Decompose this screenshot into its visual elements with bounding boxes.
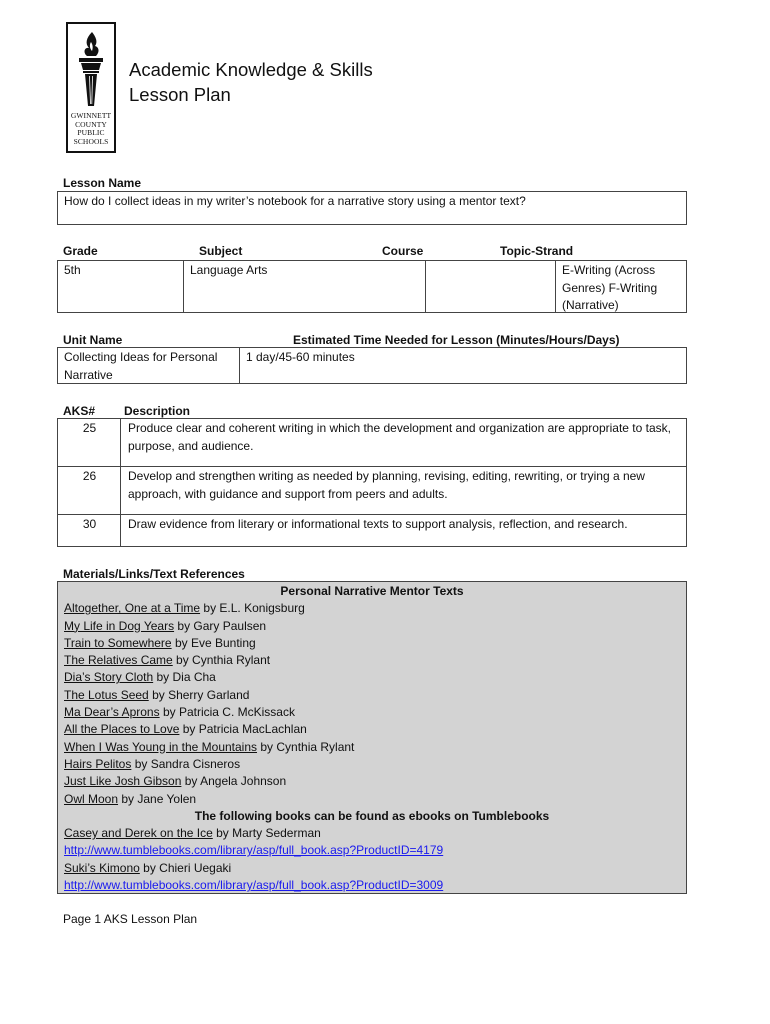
- ebook-link-row: [64, 877, 680, 894]
- course-cell: [426, 261, 556, 312]
- page-footer: Page 1 AKS Lesson Plan: [63, 912, 198, 926]
- book-title[interactable]: Dia’s Story Cloth: [64, 670, 154, 685]
- book-title[interactable]: Ma Dear’s Aprons: [64, 705, 160, 720]
- time-needed-cell: 1 day/45-60 minutes: [246, 350, 355, 364]
- book-author: by Sherry Garland: [148, 687, 250, 702]
- grade-table: [57, 260, 687, 313]
- unit-table: [57, 347, 687, 384]
- ebook-entry: [64, 860, 680, 877]
- book-author: by E.L. Konigsburg: [200, 601, 305, 616]
- aks-number-label: AKS#: [63, 404, 96, 418]
- book-author: by Patricia C. McKissack: [159, 705, 295, 720]
- book-entry: [64, 721, 680, 738]
- book-title[interactable]: All the Places to Love: [64, 722, 180, 737]
- book-title[interactable]: Hairs Pelitos: [64, 756, 132, 771]
- grade-cell: 5th: [58, 261, 184, 312]
- subject-cell: Language Arts: [184, 261, 426, 312]
- book-title[interactable]: Owl Moon: [64, 791, 119, 806]
- aks-row: [58, 467, 686, 515]
- aks-row: [58, 515, 686, 546]
- lesson-name-label: Lesson Name: [63, 176, 142, 190]
- ebook-url-link[interactable]: http://www.tumblebooks.com/library/asp/full_book.asp?ProductID=3009: [64, 878, 444, 893]
- lesson-name-field: How do I collect ideas in my writer’s notebook for a narrative story using a mentor text?: [57, 191, 687, 225]
- unit-name-cell: Collecting Ideas for Personal Narrative: [58, 348, 240, 383]
- book-entry: [64, 756, 680, 773]
- book-author: by Gary Paulsen: [174, 618, 267, 633]
- book-author: by Cynthia Rylant: [172, 653, 271, 668]
- book-list: [64, 600, 680, 808]
- ebook-link-row: [64, 842, 680, 859]
- school-logo: [66, 22, 116, 153]
- book-entry: [64, 669, 680, 686]
- aks-description-label: Description: [124, 404, 191, 418]
- book-author: by Sandra Cisneros: [131, 756, 241, 771]
- book-title[interactable]: When I Was Young in the Mountains: [64, 739, 258, 754]
- topic-strand-header: Topic-Strand: [500, 244, 574, 258]
- materials-box: [57, 581, 687, 894]
- ebook-url-link[interactable]: http://www.tumblebooks.com/library/asp/full_book.asp?ProductID=4179: [64, 843, 444, 858]
- aks-row: [58, 419, 686, 467]
- ebook-title[interactable]: Suki’s Kimono: [64, 860, 140, 875]
- torch-icon: [72, 28, 110, 110]
- aks-description: Draw evidence from literary or informational texts to support analysis, reflection, and research.: [128, 517, 628, 531]
- aks-number: 30: [82, 517, 97, 531]
- topic-strand-cell: E-Writing (Across Genres) F-Writing (Narrative): [562, 263, 658, 312]
- aks-description: Develop and strengthen writing as needed by planning, revising, editing, rewriting, or trying a new approach, with guidance and support from peers and adults.: [128, 469, 645, 501]
- time-needed-label: Estimated Time Needed for Lesson (Minutes/Hours/Days): [293, 333, 620, 347]
- mentor-texts-heading: Personal Narrative Mentor Texts: [280, 584, 464, 598]
- title-line-2: Lesson Plan: [129, 84, 231, 105]
- book-author: by Angela Johnson: [181, 774, 287, 789]
- book-author: by Cynthia Rylant: [257, 739, 355, 754]
- ebook-list: [64, 825, 680, 894]
- unit-name-label: Unit Name: [63, 333, 123, 347]
- book-author: by Patricia MacLachlan: [179, 722, 307, 737]
- materials-label: Materials/Links/Text References: [63, 567, 245, 581]
- ebook-title[interactable]: Casey and Derek on the Ice: [64, 826, 213, 841]
- book-entry: [64, 618, 680, 635]
- book-entry: [64, 773, 680, 790]
- book-entry: [64, 635, 680, 652]
- book-title[interactable]: My Life in Dog Years: [64, 618, 175, 633]
- book-author: by Jane Yolen: [118, 791, 197, 806]
- book-entry: [64, 652, 680, 669]
- book-author: by Dia Cha: [153, 670, 216, 685]
- ebook-author: by Marty Sederman: [212, 826, 321, 841]
- book-title[interactable]: Train to Somewhere: [64, 635, 172, 650]
- aks-number: 26: [82, 469, 97, 483]
- book-entry: [64, 791, 680, 808]
- book-title[interactable]: Altogether, One at a Time: [64, 601, 201, 616]
- book-title[interactable]: The Lotus Seed: [64, 687, 149, 702]
- ebooks-heading: The following books can be found as ebooks on Tumblebooks: [194, 808, 550, 823]
- logo-wordmark: GWINNETT COUNTY PUBLIC SCHOOLS: [70, 111, 112, 146]
- aks-table: [57, 418, 687, 547]
- subject-header: Subject: [199, 244, 243, 258]
- ebook-entry: [64, 825, 680, 842]
- document-title: [129, 57, 373, 107]
- book-author: by Eve Bunting: [171, 635, 256, 650]
- course-header: Course: [382, 244, 424, 258]
- book-entry: [64, 600, 680, 617]
- aks-description: Produce clear and coherent writing in which the development and organization are appropriate to task, purpose, and audience.: [128, 421, 671, 453]
- book-entry: [64, 739, 680, 756]
- grade-header: Grade: [63, 244, 98, 258]
- aks-number: 25: [82, 421, 97, 435]
- book-entry: [64, 704, 680, 721]
- ebook-author: by Chieri Uegaki: [139, 860, 232, 875]
- book-entry: [64, 687, 680, 704]
- book-title[interactable]: The Relatives Came: [64, 653, 173, 668]
- title-line-1: Academic Knowledge & Skills: [129, 59, 373, 80]
- book-title[interactable]: Just Like Josh Gibson: [64, 774, 182, 789]
